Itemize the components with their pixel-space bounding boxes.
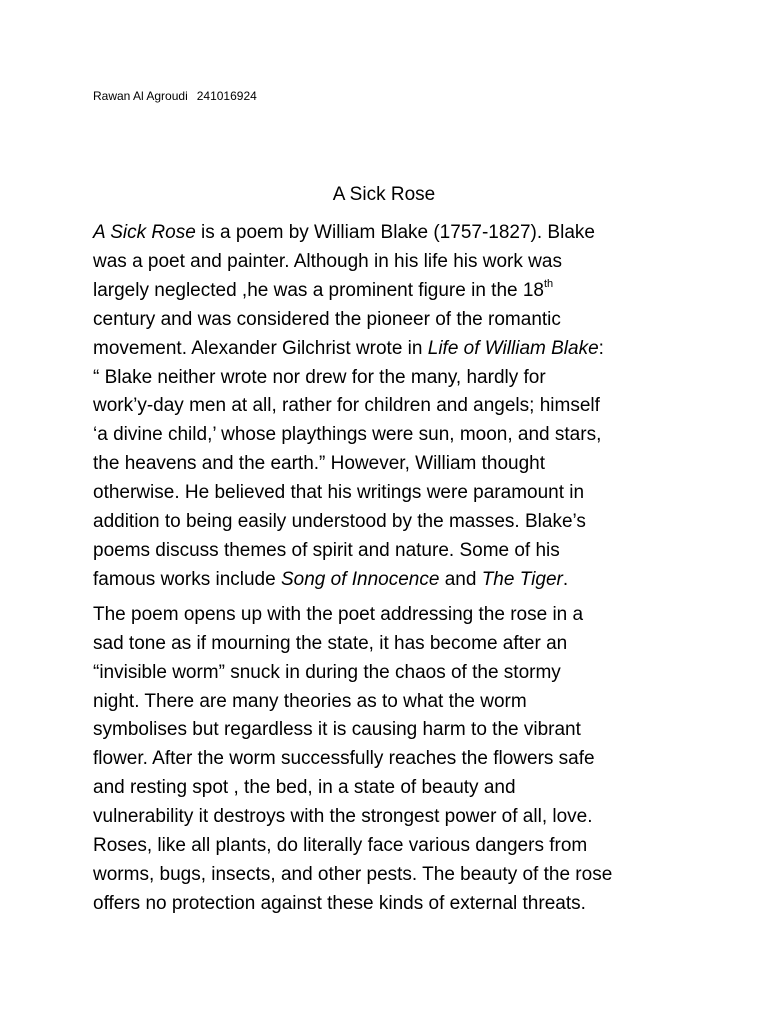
- document-body: [93, 219, 681, 919]
- text-line: [93, 508, 681, 537]
- text-line: [93, 745, 681, 774]
- text-segment: .: [562, 568, 569, 590]
- text-segment: otherwise. He believed that his writings were paramount in: [93, 482, 585, 504]
- text-segment: work’y-day men at all, rather for children and angels; himself: [93, 395, 600, 417]
- text-line: [93, 277, 681, 306]
- text-line: [93, 335, 681, 364]
- author-name: Rawan Al Agroudi: [93, 89, 188, 103]
- author-header: [93, 88, 257, 104]
- italic-title: Life of William Blake: [427, 337, 599, 359]
- body-paragraph: [93, 601, 681, 919]
- text-segment: the heavens and the earth.” However, William thought: [93, 453, 546, 475]
- text-segment: poems discuss themes of spirit and nature. Some of his: [93, 539, 560, 561]
- text-segment: “invisible worm” snuck in during the chaos of the stormy: [93, 661, 561, 683]
- text-segment: addition to being easily understood by the masses. Blake’s: [93, 511, 586, 533]
- text-line: [93, 890, 681, 919]
- text-line: [93, 421, 681, 450]
- text-line: [93, 537, 681, 566]
- text-line: [93, 364, 681, 393]
- text-line: [93, 450, 681, 479]
- text-line: [93, 601, 681, 630]
- text-line: [93, 566, 681, 595]
- text-line: [93, 861, 681, 890]
- text-line: [93, 803, 681, 832]
- text-line: [93, 392, 681, 421]
- text-segment: “ Blake neither wrote nor drew for the many, hardly for: [93, 366, 546, 388]
- text-line: [93, 248, 681, 277]
- text-line: [93, 630, 681, 659]
- italic-title: The Tiger: [481, 568, 563, 590]
- text-line: [93, 306, 681, 335]
- text-segment: worms, bugs, insects, and other pests. The beauty of the rose: [93, 863, 613, 885]
- text-line: [93, 716, 681, 745]
- superscript-text: th: [544, 278, 554, 291]
- italic-title: A Sick Rose: [93, 222, 196, 243]
- text-segment: largely neglected ,he was a prominent figure in the 18: [93, 279, 544, 301]
- text-segment: is a poem by William Blake (1757-1827). Blake: [195, 222, 595, 243]
- text-segment: The poem opens up with the poet addressing the rose in a: [93, 603, 584, 625]
- text-segment: :: [598, 337, 604, 359]
- text-line: [93, 219, 681, 248]
- text-segment: century and was considered the pioneer of the romantic: [93, 308, 561, 330]
- text-line: [93, 659, 681, 688]
- text-segment: ‘a divine child,’ whose playthings were sun, moon, and stars,: [93, 424, 602, 446]
- document-title: A Sick Rose: [332, 184, 436, 205]
- text-segment: flower. After the worm successfully reaches the flowers safe: [93, 748, 595, 770]
- body-paragraph: [93, 219, 681, 595]
- text-segment: offers no protection against these kinds of external threats.: [93, 892, 586, 914]
- text-segment: symbolises but regardless it is causing harm to the vibrant: [93, 719, 581, 741]
- text-line: [93, 479, 681, 508]
- text-segment: and: [439, 568, 482, 590]
- text-line: [93, 832, 681, 861]
- text-segment: night. There are many theories as to what the worm: [93, 690, 527, 712]
- text-segment: was a poet and painter. Although in his life his work was: [93, 250, 562, 272]
- text-line: [93, 688, 681, 717]
- text-segment: Roses, like all plants, do literally face various dangers from: [93, 835, 588, 857]
- text-segment: vulnerability it destroys with the strongest power of all, love.: [93, 806, 593, 828]
- student-id: 241016924: [196, 89, 257, 103]
- text-segment: movement. Alexander Gilchrist wrote in: [93, 337, 428, 359]
- text-segment: sad tone as if mourning the state, it has become after an: [93, 632, 568, 654]
- italic-title: Song of Innocence: [280, 568, 440, 590]
- text-segment: and resting spot , the bed, in a state of beauty and: [93, 777, 516, 799]
- text-line: [93, 774, 681, 803]
- text-segment: famous works include: [93, 568, 281, 590]
